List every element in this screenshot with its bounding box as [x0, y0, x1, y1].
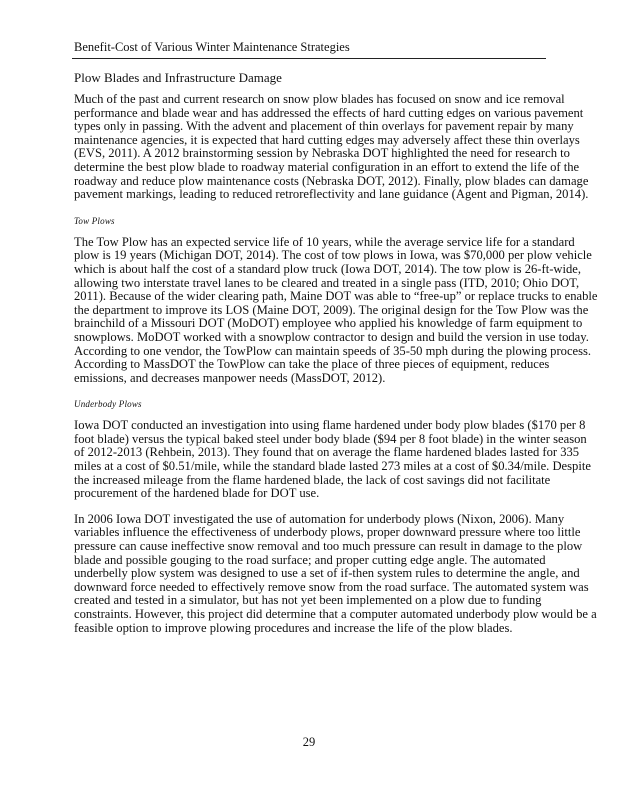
- header-divider: [72, 58, 546, 59]
- underbody-plows-heading: Underbody Plows: [74, 399, 142, 410]
- section-heading: Plow Blades and Infrastructure Damage: [74, 70, 282, 85]
- page-body: [74, 70, 598, 647]
- section-paragraph: Much of the past and current research on snow plow blades has focused on snow and ice removal performance and blade wear and has addressed the effects of hard cutting edges on various pavement types only in passing. With the advent and placement of thin overlays for pavement repair by many maintenance agencies, it is expected that hard cutting edges may adversely affect these thin overlays (EVS, 2011). A 2012 brainstorming session by Nebraska DOT highlighted the need for research to determine the best plow blade to roadway material configuration in an effort to extend the life of the roadway and reduce plow maintenance costs (Nebraska DOT, 2012). Finally, plow blades can damage pavement markings, leading to reduced retroreflectivity and lane guidance (Agent and Pigman, 2014).: [74, 92, 589, 202]
- underbody-paragraph-2: In 2006 Iowa DOT investigated the use of automation for underbody plows (Nixon, 2006). Many variables influence the effectiveness of underbody plows, proper downward pressure where too little pressure can cause ineffective snow removal and too much pressure can result in damage to the plow blade and possible gouging to the road surface; and proper cutting edge angle. The automated underbelly plow system was designed to use a set of if-then system rules to determine the angle, and downward force needed to effectively remove snow from the road surface. The automated system was created and tested in a simulator, but has not yet been implemented on a plow due to funding constraints. However, this project did determine that a computer automated underbody plow would be a feasible option to improve plowing procedures and increase the life of the plow blades.: [74, 511, 597, 635]
- tow-plows-paragraph: The Tow Plow has an expected service life of 10 years, while the average service life for a standard plow is 19 years (Michigan DOT, 2014). The cost of tow plows in Iowa, was $70,000 per plow vehicle which is about half the cost of a standard plow truck (Iowa DOT, 2014). The tow plow is 26-ft-wide, allowing two interstate travel lanes to be cleared and treated in a single pass (ITD, 2010; Ohio DOT, 2011). Because of the wider clearing path, Maine DOT was able to “free-up” or replace trucks to enable the department to improve its LOS (Maine DOT, 2009). The original design for the Tow Plow was the brainchild of a Missouri DOT (MoDOT) employee who applied his knowledge of farm equipment to snowplows. MoDOT worked with a snowplow contractor to design and build the version in use today. According to one vendor, the TowPlow can maintain speeds of 35-50 mph during the plowing process. According to MassDOT the TowPlow can take the place of three pieces of equipment, reduces emissions, and decreases manpower needs (MassDOT, 2012).: [74, 234, 598, 385]
- underbody-paragraph-1: Iowa DOT conducted an investigation into using flame hardened under body plow blades ($170 per 8 foot blade) versus the typical baked steel under body blade ($94 per 8 foot blade) in the winter season of 2012-2013 (Rehbein, 2013). They found that on average the flame hardened blades lasted for 335 miles at a cost of $0.51/mile, while the standard blade lasted 273 miles at a cost of $0.34/mile. Despite the increased mileage from the flame hardened blade, the lack of cost savings did not facilitate procurement of the hardened blade for DOT use.: [74, 418, 591, 501]
- running-header: Benefit-Cost of Various Winter Maintenance Strategies: [74, 40, 350, 54]
- page-number: 29: [302, 735, 316, 749]
- tow-plows-heading: Tow Plows: [74, 215, 115, 226]
